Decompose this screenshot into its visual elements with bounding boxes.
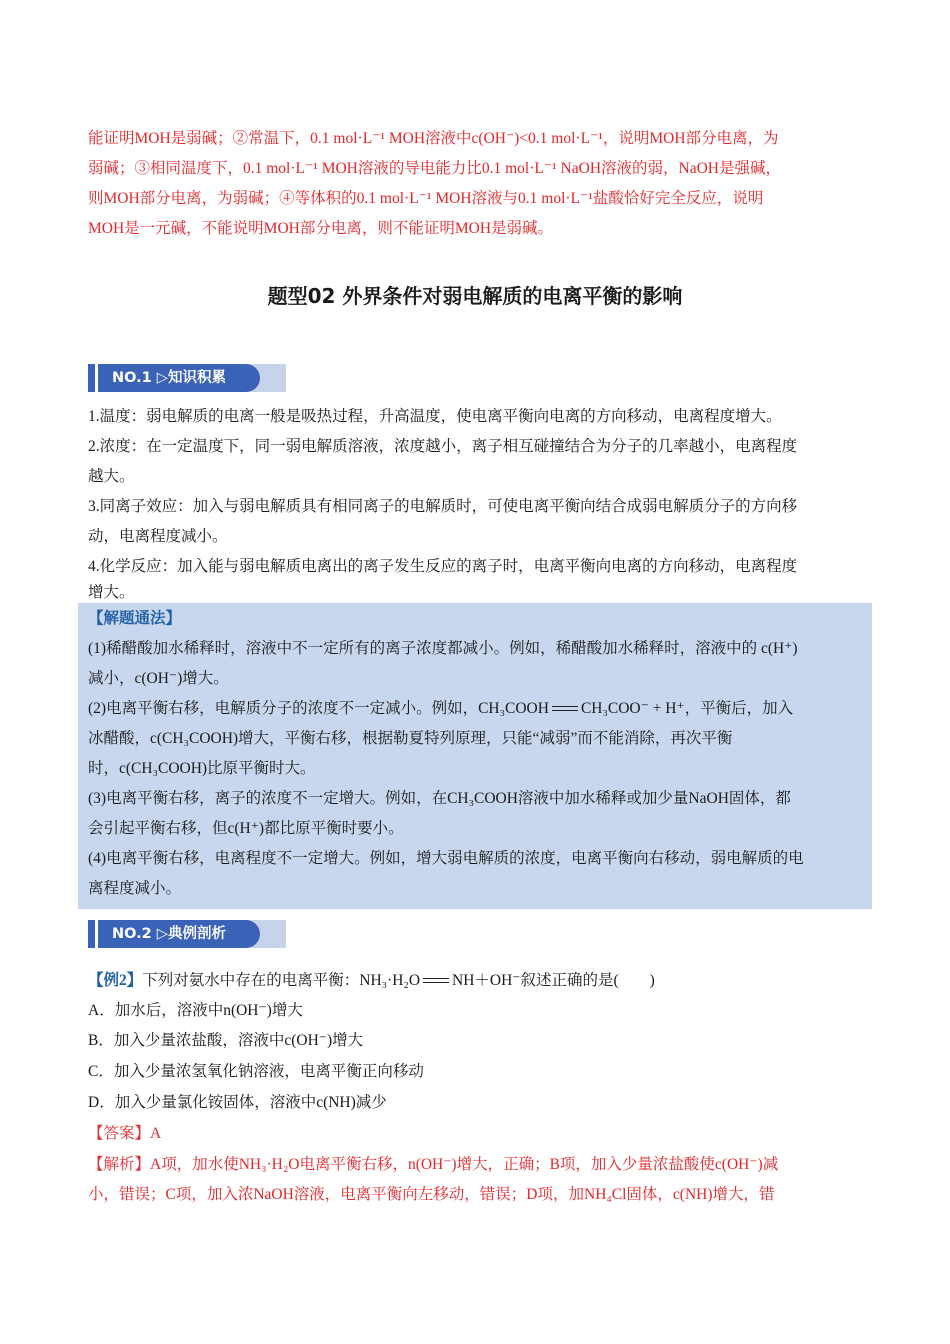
banner-accent-bar [88, 364, 95, 392]
option-a: A．加水后，溶液中n(OH⁻)增大 [88, 1002, 303, 1019]
tip-4: (4)电离平衡右移，电离程度不一定增大。例如，增大弱电解质的浓度，电离平衡向右移动，弱电解质的电 [88, 850, 804, 867]
answer: 【答案】A [88, 1125, 162, 1142]
analysis-line-a: 【解析】A项，加水使NH₃·H₂O电离平衡右移，n(OH⁻)增大，正确；B项，加入少量浓盐酸使c(OH⁻)减 [88, 1156, 779, 1173]
banner-accent-bar [88, 920, 95, 948]
banner-knowledge [88, 364, 286, 392]
tip-2-pre: (2)电离平衡右移，电解质分子的浓度不一定减小。例如，CH₃COOH [88, 700, 549, 717]
analysis-line-3: 则MOH部分电离，为弱碱；④等体积的0.1 mol·L⁻¹ MOH溶液与0.1 mol·L⁻¹盐酸恰好完全反应，说明 [88, 190, 764, 207]
example-stem-post: NH＋OH⁻叙述正确的是( ) [452, 972, 655, 989]
tip-3-cont: 会引起平衡右移，但c(H⁺)都比原平衡时要小。 [88, 820, 404, 837]
knowledge-temperature: 1.温度：弱电解质的电离一般是吸热过程，升高温度，使电离平衡向电离的方向移动，电离程度增大。 [88, 408, 782, 425]
equilibrium-arrow-icon [552, 705, 578, 713]
knowledge-common-ion-cont: 动，电离程度减小。 [88, 528, 228, 545]
analysis-line-4: MOH是一元碱，不能说明MOH部分电离，则不能证明MOH是弱碱。 [88, 220, 554, 237]
knowledge-reaction-cont: 增大。 [88, 584, 135, 601]
section-title: 题型02 外界条件对弱电解质的电离平衡的影响 [267, 284, 683, 308]
analysis-line-b: 小，错误；C项，加入浓NaOH溶液，电离平衡向左移动，错误；D项，加NH₄Cl固体，c(NH)增大，错 [88, 1186, 775, 1203]
knowledge-concentration: 2.浓度：在一定温度下，同一弱电解质溶液，浓度越小，离子相互碰撞结合为分子的几率越小，电离程度 [88, 438, 798, 455]
tip-1-cont: 减小，c(OH⁻)增大。 [88, 670, 229, 687]
tip-2 [88, 694, 863, 724]
tips-header: 【解题通法】 [88, 609, 182, 627]
analysis-line-1: 能证明MOH是弱碱；②常温下，0.1 mol·L⁻¹ MOH溶液中c(OH⁻)<0.1 mol·L⁻¹，说明MOH部分电离，为 [88, 130, 779, 147]
tip-2-cont: 冰醋酸，c(CH₃COOH)增大，平衡右移，根据勒夏特列原理，只能“减弱”而不能消除，再次平衡 [88, 730, 733, 747]
option-c: C．加入少量浓氢氧化钠溶液，电离平衡正向移动 [88, 1063, 424, 1080]
knowledge-reaction: 4.化学反应：加入能与弱电解质电离出的离子发生反应的离子时，电离平衡向电离的方向移动，电离程度 [88, 558, 798, 575]
option-b: B．加入少量浓盐酸，溶液中c(OH⁻)增大 [88, 1032, 364, 1049]
knowledge-concentration-cont: 越大。 [88, 468, 135, 485]
tip-4-cont: 离程度减小。 [88, 880, 182, 897]
banner-label: NO.1 ▷知识积累 [112, 370, 226, 386]
equilibrium-arrow-icon [423, 977, 449, 985]
example-tag: 【例2】 [88, 972, 143, 989]
tip-2-post: CH₃COO⁻ + H⁺，平衡后，加入 [580, 700, 794, 717]
analysis-line-2: 弱碱；③相同温度下，0.1 mol·L⁻¹ MOH溶液的导电能力比0.1 mol·L⁻¹ NaOH溶液的弱，NaOH是强碱， [88, 160, 781, 177]
banner-label: NO.2 ▷典例剖析 [112, 926, 226, 942]
banner-examples [88, 920, 286, 948]
tip-3: (3)电离平衡右移，离子的浓度不一定增大。例如，在CH₃COOH溶液中加水稀释或加少量NaOH固体，都 [88, 790, 791, 807]
tip-2-cont2: 时，c(CH₃COOH)比原平衡时大。 [88, 760, 316, 777]
knowledge-common-ion: 3.同离子效应：加入与弱电解质具有相同离子的电解质时，可使电离平衡向结合成弱电解质分子的方向移 [88, 498, 798, 515]
option-d: D．加入少量氯化铵固体，溶液中c(NH)减少 [88, 1094, 387, 1111]
example-stem [88, 966, 655, 996]
tip-1: (1)稀醋酸加水稀释时，溶液中不一定所有的离子浓度都减小。例如，稀醋酸加水稀释时，溶液中的 c(H⁺) [88, 640, 798, 657]
example-stem-pre: 下列对氨水中存在的电离平衡：NH₃·H₂O [142, 972, 421, 989]
